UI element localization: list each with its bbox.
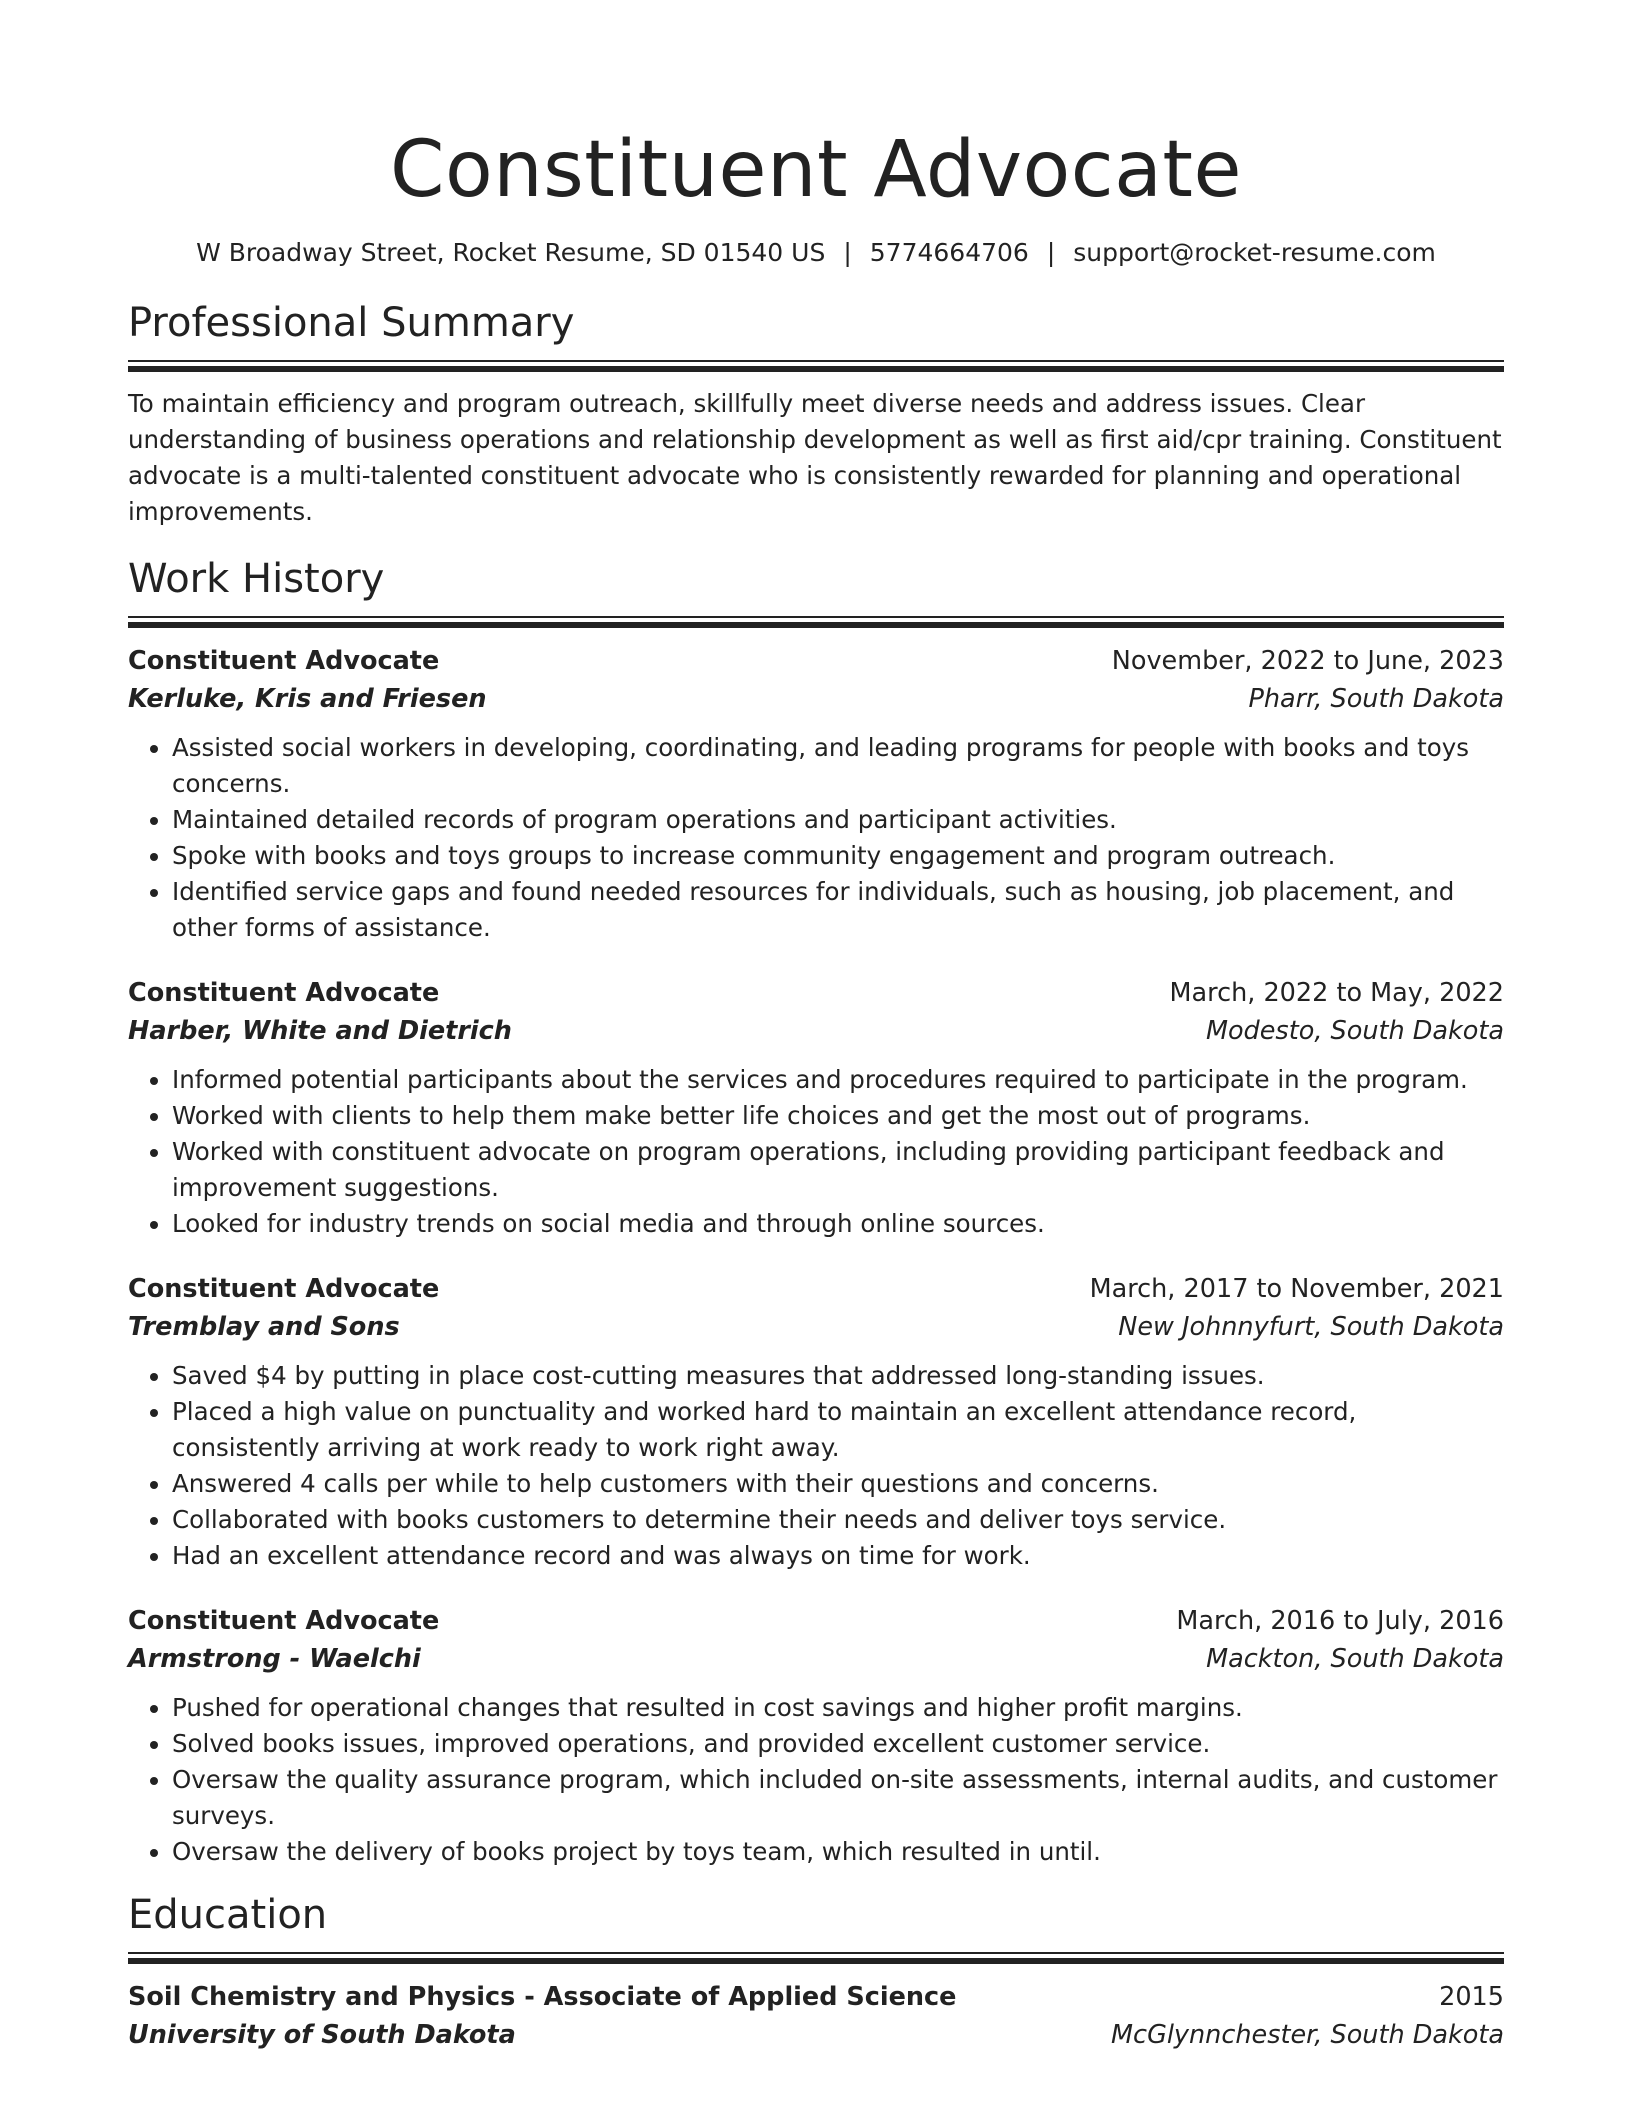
list-item: • Answered 4 calls per while to help customers with their questions and concerns. xyxy=(172,1466,1504,1502)
job-bullets xyxy=(128,730,1504,946)
list-item: • Pushed for operational changes that resulted in cost savings and higher profit margins. xyxy=(172,1690,1504,1726)
job-location: Modesto, South Dakota xyxy=(1205,1016,1504,1046)
job-entry xyxy=(128,1270,1504,1574)
job-company-row xyxy=(128,1308,1504,1346)
list-item: • Maintained detailed records of program operations and participant activities. xyxy=(172,802,1504,838)
job-company: Kerluke, Kris and Friesen xyxy=(128,684,487,714)
section-divider xyxy=(128,616,1504,628)
education-school-row xyxy=(128,2016,1504,2054)
section-divider xyxy=(128,360,1504,372)
work-history-section xyxy=(128,554,1504,1870)
resume-name: Constituent Advocate xyxy=(390,125,1242,215)
section-heading-summary: Professional Summary xyxy=(128,300,575,346)
job-header-row xyxy=(128,974,1504,1012)
list-item: • Informed potential participants about the services and procedures required to participate in the program. xyxy=(172,1062,1504,1098)
job-title: Constituent Advocate xyxy=(128,646,440,676)
job-bullets xyxy=(128,1062,1504,1242)
education-header-row xyxy=(128,1978,1504,2016)
list-item: • Worked with constituent advocate on program operations, including providing participant feedback and improvement suggestions. xyxy=(172,1134,1504,1206)
job-location: New Johnnyfurt, South Dakota xyxy=(1118,1312,1504,1342)
job-header-row xyxy=(128,1602,1504,1640)
section-heading-education: Education xyxy=(128,1892,328,1938)
list-item: • Solved books issues, improved operations, and provided excellent customer service. xyxy=(172,1726,1504,1762)
job-header-row xyxy=(128,1270,1504,1308)
job-entry xyxy=(128,974,1504,1242)
job-company: Armstrong - Waelchi xyxy=(128,1644,421,1674)
job-location: Mackton, South Dakota xyxy=(1206,1644,1504,1674)
job-location: Pharr, South Dakota xyxy=(1248,684,1504,714)
job-title: Constituent Advocate xyxy=(128,1606,440,1636)
job-title: Constituent Advocate xyxy=(128,1274,440,1304)
job-dates: March, 2022 to May, 2022 xyxy=(1169,978,1504,1008)
job-header-row xyxy=(128,642,1504,680)
education-degree: Soil Chemistry and Physics - Associate of Applied Science xyxy=(128,1982,957,2012)
list-item: • Placed a high value on punctuality and worked hard to maintain an excellent attendance record, consistently arriving at work ready to work right away. xyxy=(172,1394,1504,1466)
job-bullets xyxy=(128,1690,1504,1870)
section-heading-work: Work History xyxy=(128,556,385,602)
education-section xyxy=(128,1890,1504,2054)
job-dates: March, 2017 to November, 2021 xyxy=(1089,1274,1504,1304)
list-item: • Oversaw the delivery of books project by toys team, which resulted in until. xyxy=(172,1834,1504,1870)
contact-line xyxy=(128,236,1504,270)
list-item: • Oversaw the quality assurance program, which included on-site assessments, internal audits, and customer surveys. xyxy=(172,1762,1504,1834)
section-divider xyxy=(128,1952,1504,1964)
job-entry xyxy=(128,1602,1504,1870)
list-item: • Worked with clients to help them make better life choices and get the most out of programs. xyxy=(172,1098,1504,1134)
summary-section xyxy=(128,298,1504,530)
contact-phone: 5774664706 xyxy=(869,238,1029,267)
education-year: 2015 xyxy=(1439,1982,1504,2012)
job-company-row xyxy=(128,1012,1504,1050)
job-title: Constituent Advocate xyxy=(128,978,440,1008)
list-item: • Had an excellent attendance record and was always on time for work. xyxy=(172,1538,1504,1574)
contact-email: support@rocket-resume.com xyxy=(1073,238,1436,267)
job-entry xyxy=(128,642,1504,946)
job-company-row xyxy=(128,680,1504,718)
contact-address: W Broadway Street, Rocket Resume, SD 01540 US xyxy=(196,238,826,267)
list-item: • Assisted social workers in developing, coordinating, and leading programs for people with books and toys concerns. xyxy=(172,730,1504,802)
list-item: • Spoke with books and toys groups to increase community engagement and program outreach. xyxy=(172,838,1504,874)
job-dates: March, 2016 to July, 2016 xyxy=(1176,1606,1504,1636)
list-item: • Identified service gaps and found needed resources for individuals, such as housing, job placement, and other forms of assistance. xyxy=(172,874,1504,946)
list-item: • Looked for industry trends on social media and through online sources. xyxy=(172,1206,1504,1242)
education-school: University of South Dakota xyxy=(128,2020,516,2050)
contact-separator: | xyxy=(843,238,852,267)
education-location: McGlynnchester, South Dakota xyxy=(1111,2020,1504,2050)
job-company: Tremblay and Sons xyxy=(128,1312,400,1342)
education-entry xyxy=(128,1978,1504,2054)
job-bullets xyxy=(128,1358,1504,1574)
list-item: • Saved $4 by putting in place cost-cutting measures that addressed long-standing issues. xyxy=(172,1358,1504,1394)
job-company-row xyxy=(128,1640,1504,1678)
job-dates: November, 2022 to June, 2023 xyxy=(1111,646,1504,676)
contact-separator: | xyxy=(1046,238,1056,267)
list-item: • Collaborated with books customers to determine their needs and deliver toys service. xyxy=(172,1502,1504,1538)
summary-text: To maintain efficiency and program outreach, skillfully meet diverse needs and address issues. Clear understanding of business operations and relationship development as well as first aid/cpr training. Constituent advocate is a multi-talented constituent advocate who is consistently rewarded for planning and operational improvements. xyxy=(128,389,1502,526)
job-company: Harber, White and Dietrich xyxy=(128,1016,512,1046)
